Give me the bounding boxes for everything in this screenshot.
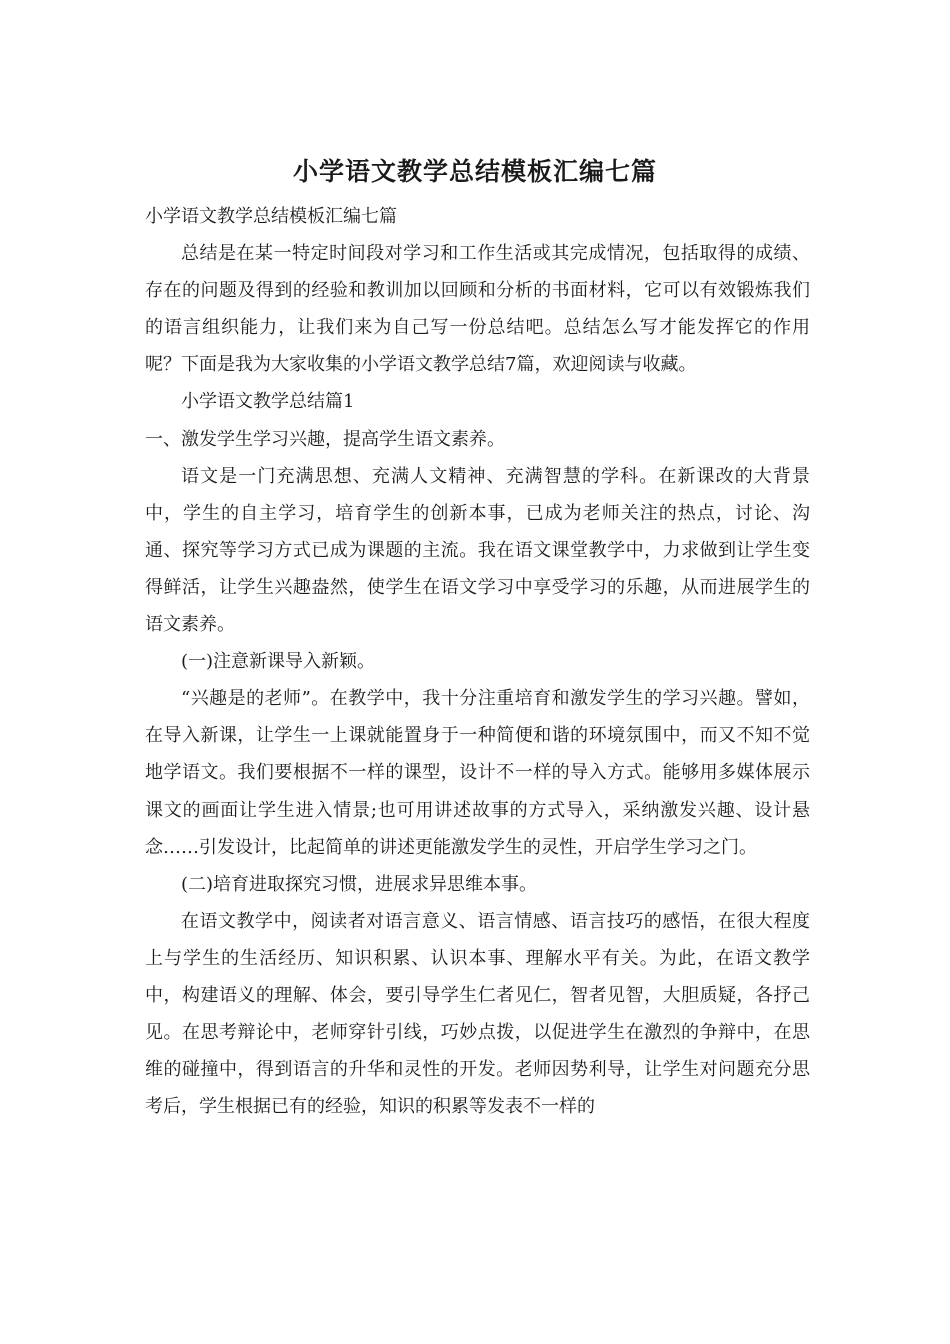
heading-level-1: 一、激发学生学习兴趣，提高学生语文素养。 <box>145 428 505 450</box>
paragraph: 在语文教学中，阅读者对语言意义、语言情感、语言技巧的感悟，在很大程度上与学生的生活经历、知识积累、认识本事、理解水平有关。为此，在语文教学中，构建语义的理解、体会，要引导学生仁者见仁，智者见智，大胆质疑，各抒己见。在思考辩论中，老师穿针引线，巧妙点拨，以促进学生在激烈的争辩中，在思维的碰撞中，得到语言的升华和灵性的开发。老师因势利导，让学生对问题充分思考后，学生根据已有的经验，知识的积累等发表不一样的 <box>145 910 810 1118</box>
heading-level-2: (一)注意新课导入新颖。 <box>181 651 376 673</box>
heading-level-2: (二)培育进取探究习惯，进展求异思维本事。 <box>181 873 538 895</box>
paragraph-intro: 总结是在某一特定时间段对学习和工作生活或其完成情况，包括取得的成绩、存在的问题及得到的经验和教训加以回顾和分析的书面材料，它可以有效锻炼我们的语言组织能力，让我们来为自己写一份总结吧。总结怎么写才能发挥它的作用呢？下面是我为大家收集的小学语文教学总结7篇，欢迎阅读与收藏。 <box>145 243 810 376</box>
document-subtitle: 小学语文教学总结模板汇编七篇 <box>145 206 397 227</box>
paragraph: “兴趣是的老师”。在教学中，我十分注重培育和激发学生的学习兴趣。譬如，在导入新课，让学生一上课就能置身于一种简便和谐的环境氛围中，而又不知不觉地学语文。我们要根据不一样的课型，设计不一样的导入方式。能够用多媒体展示课文的画面让学生进入情景;也可用讲述故事的方式导入，采纳激发兴趣、设计悬念……引发设计，比起简单的讲述更能激发学生的灵性，开启学生学习之门。 <box>145 688 810 858</box>
document-body <box>145 198 810 1125</box>
document-title: 小学语文教学总结模板汇编七篇 <box>292 157 657 186</box>
section-heading: 小学语文教学总结篇1 <box>181 391 355 413</box>
paragraph: 语文是一门充满思想、充满人文精神、充满智慧的学科。在新课改的大背景中，学生的自主学习，培育学生的创新本事，已成为老师关注的热点，讨论、沟通、探究等学习方式已成为课题的主流。我在语文课堂教学中，力求做到让学生变得鲜活，让学生兴趣盎然，使学生在语文学习中享受学习的乐趣，从而进展学生的语文素养。 <box>145 465 810 636</box>
